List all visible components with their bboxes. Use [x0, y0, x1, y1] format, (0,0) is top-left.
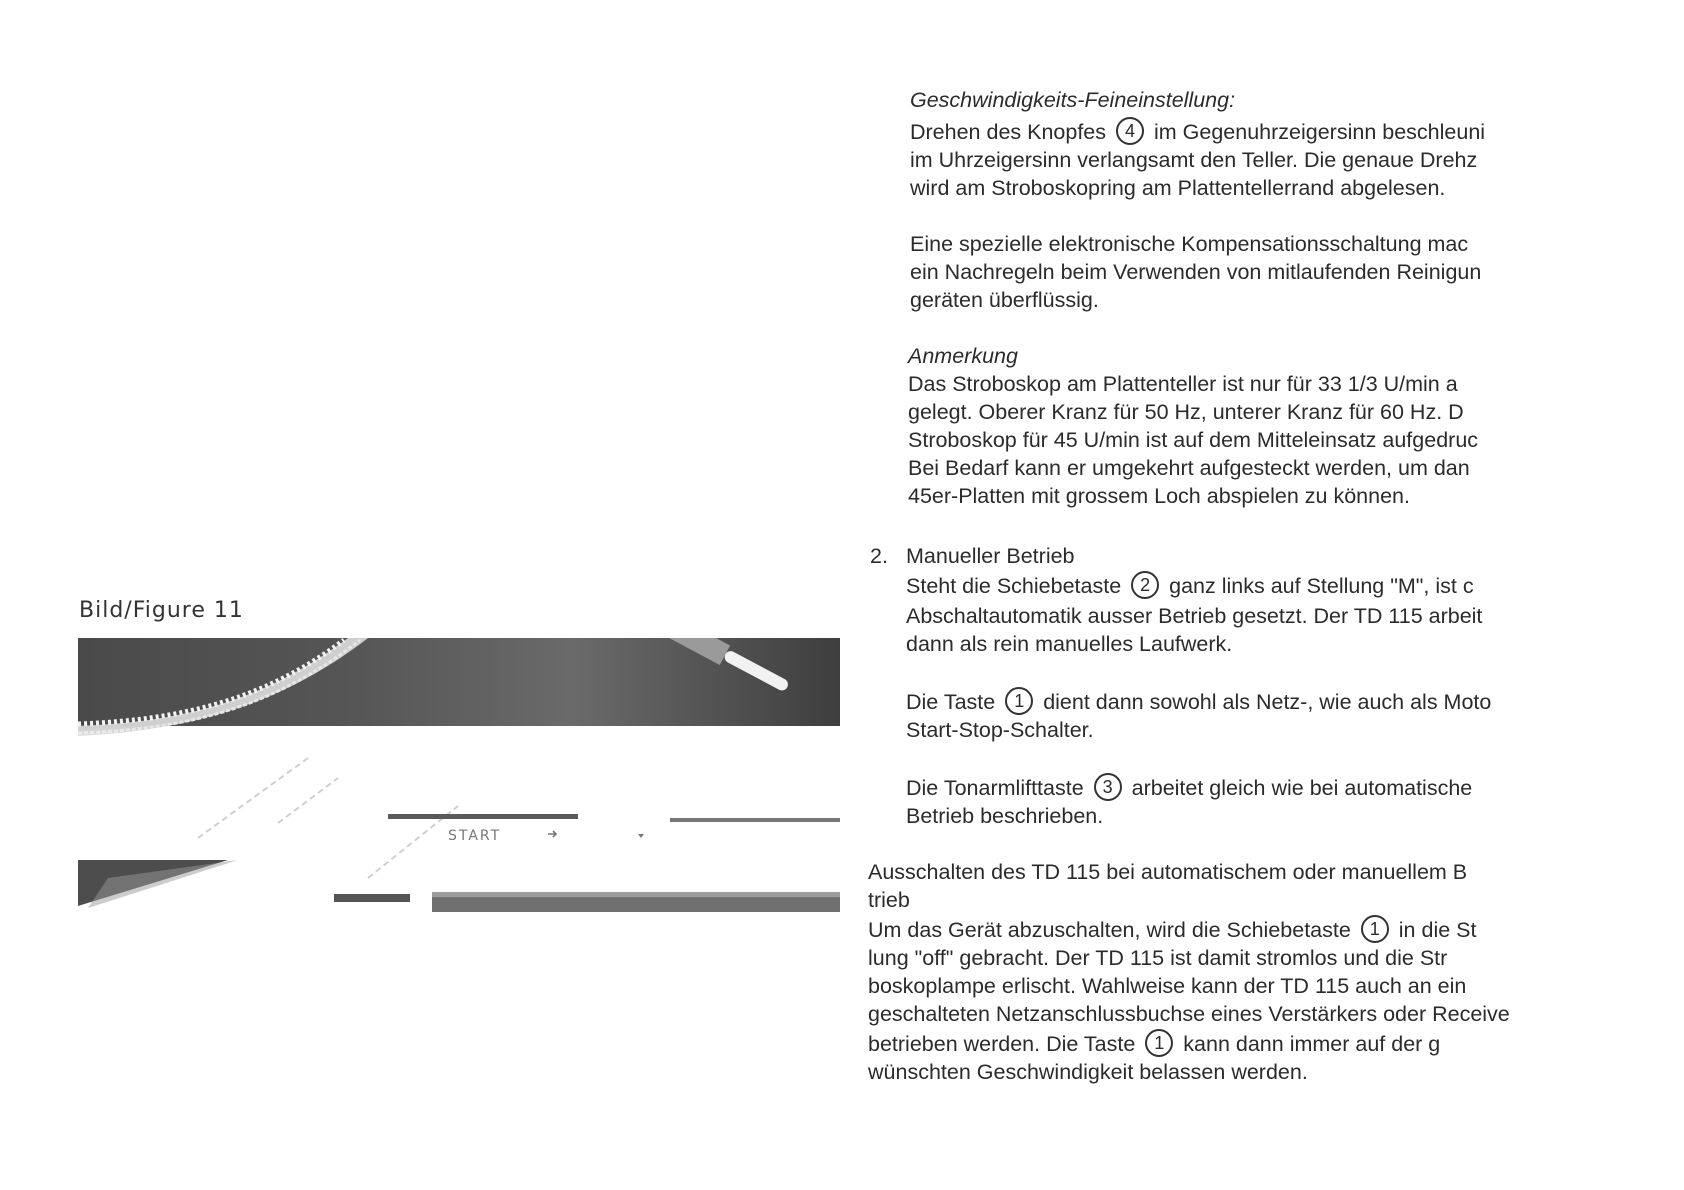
- text-run: Drehen des Knopfes: [910, 120, 1107, 144]
- text-run: im Gegenuhrzeigersinn beschleuni: [1154, 120, 1486, 144]
- text-run: Um das Gerät abzuschalten, wird die Schiebetaste: [868, 918, 1351, 942]
- paragraph-line: [910, 118, 1485, 147]
- callout-number-2: 2: [1131, 571, 1159, 599]
- section-heading-switch-off: Ausschalten des TD 115 bei automatischem oder manuellem B: [868, 860, 1468, 884]
- paragraph-line: boskoplampe erlischt. Wahlweise kann der TD 115 auch an ein: [868, 974, 1467, 998]
- paragraph-line: Start-Stop-Schalter.: [906, 718, 1094, 742]
- paragraph-line: dann als rein manuelles Laufwerk.: [906, 632, 1233, 656]
- text-run: Steht die Schiebetaste: [906, 574, 1122, 598]
- paragraph-line: [868, 916, 1476, 945]
- text-run: dient dann sowohl als Netz-, wie auch als Moto: [1043, 690, 1492, 714]
- callout-number-1: 1: [1361, 915, 1389, 943]
- section-heading-fine-speed: Geschwindigkeits-Feineinstellung:: [910, 88, 1236, 112]
- section-number-2: 2.: [870, 544, 888, 568]
- paragraph-line: wird am Stroboskopring am Plattentellerrand abgelesen.: [910, 176, 1446, 200]
- paragraph-line: geräten überflüssig.: [910, 288, 1099, 312]
- text-run: in die St: [1398, 918, 1477, 942]
- text-run: ganz links auf Stellung "M", ist c: [1169, 574, 1474, 598]
- paragraph-line: 45er-Platten mit grossem Loch abspielen zu können.: [908, 484, 1410, 508]
- paragraph-line: Das Stroboskop am Plattenteller ist nur für 33 1/3 U/min a: [908, 372, 1458, 396]
- section-heading-note: Anmerkung: [908, 344, 1018, 368]
- paragraph-line: lung "off" gebracht. Der TD 115 ist damit stromlos und die Str: [868, 946, 1448, 970]
- callout-number-1: 1: [1145, 1029, 1173, 1057]
- paragraph-line: wünschten Geschwindigkeit belassen werden.: [868, 1060, 1308, 1084]
- paragraph-line: Eine spezielle elektronische Kompensationsschaltung mac: [910, 232, 1469, 256]
- paragraph-line: trieb: [868, 888, 910, 912]
- callout-number-1: 1: [1005, 687, 1033, 715]
- text-run: betrieben werden. Die Taste: [868, 1032, 1136, 1056]
- text-run: arbeitet gleich wie bei automatische: [1131, 776, 1473, 800]
- paragraph-line: [906, 774, 1472, 803]
- paragraph-line: geschalteten Netzanschlussbuchse eines Verstärkers oder Receive: [868, 1002, 1510, 1026]
- paragraph-line: ein Nachregeln beim Verwenden von mitlaufenden Reinigun: [910, 260, 1482, 284]
- text-run: kann dann immer auf der g: [1183, 1032, 1441, 1056]
- paragraph-line: im Uhrzeigersinn verlangsamt den Teller. Die genaue Drehz: [910, 148, 1478, 172]
- text-run: Die Tonarmlifttaste: [906, 776, 1084, 800]
- callout-number-4: 4: [1116, 117, 1144, 145]
- paragraph-line: [906, 572, 1474, 601]
- paragraph-line: Abschaltautomatik ausser Betrieb gesetzt. Der TD 115 arbeit: [906, 604, 1483, 628]
- start-label: START: [448, 828, 502, 844]
- paragraph-line: Stroboskop für 45 U/min ist auf dem Mitteleinsatz aufgedruc: [908, 428, 1479, 452]
- figure-caption: Bild/Figure 11: [79, 598, 244, 623]
- text-run: Die Taste: [906, 690, 996, 714]
- callout-number-3: 3: [1094, 773, 1122, 801]
- section-heading-manual: Manueller Betrieb: [906, 544, 1075, 568]
- paragraph-line: gelegt. Oberer Kranz für 50 Hz, unterer Kranz für 60 Hz. D: [908, 400, 1464, 424]
- paragraph-line: Bei Bedarf kann er umgekehrt aufgesteckt werden, um dan: [908, 456, 1470, 480]
- paragraph-line: [868, 1030, 1440, 1059]
- paragraph-line: Betrieb beschrieben.: [906, 804, 1104, 828]
- paragraph-line: [906, 688, 1491, 717]
